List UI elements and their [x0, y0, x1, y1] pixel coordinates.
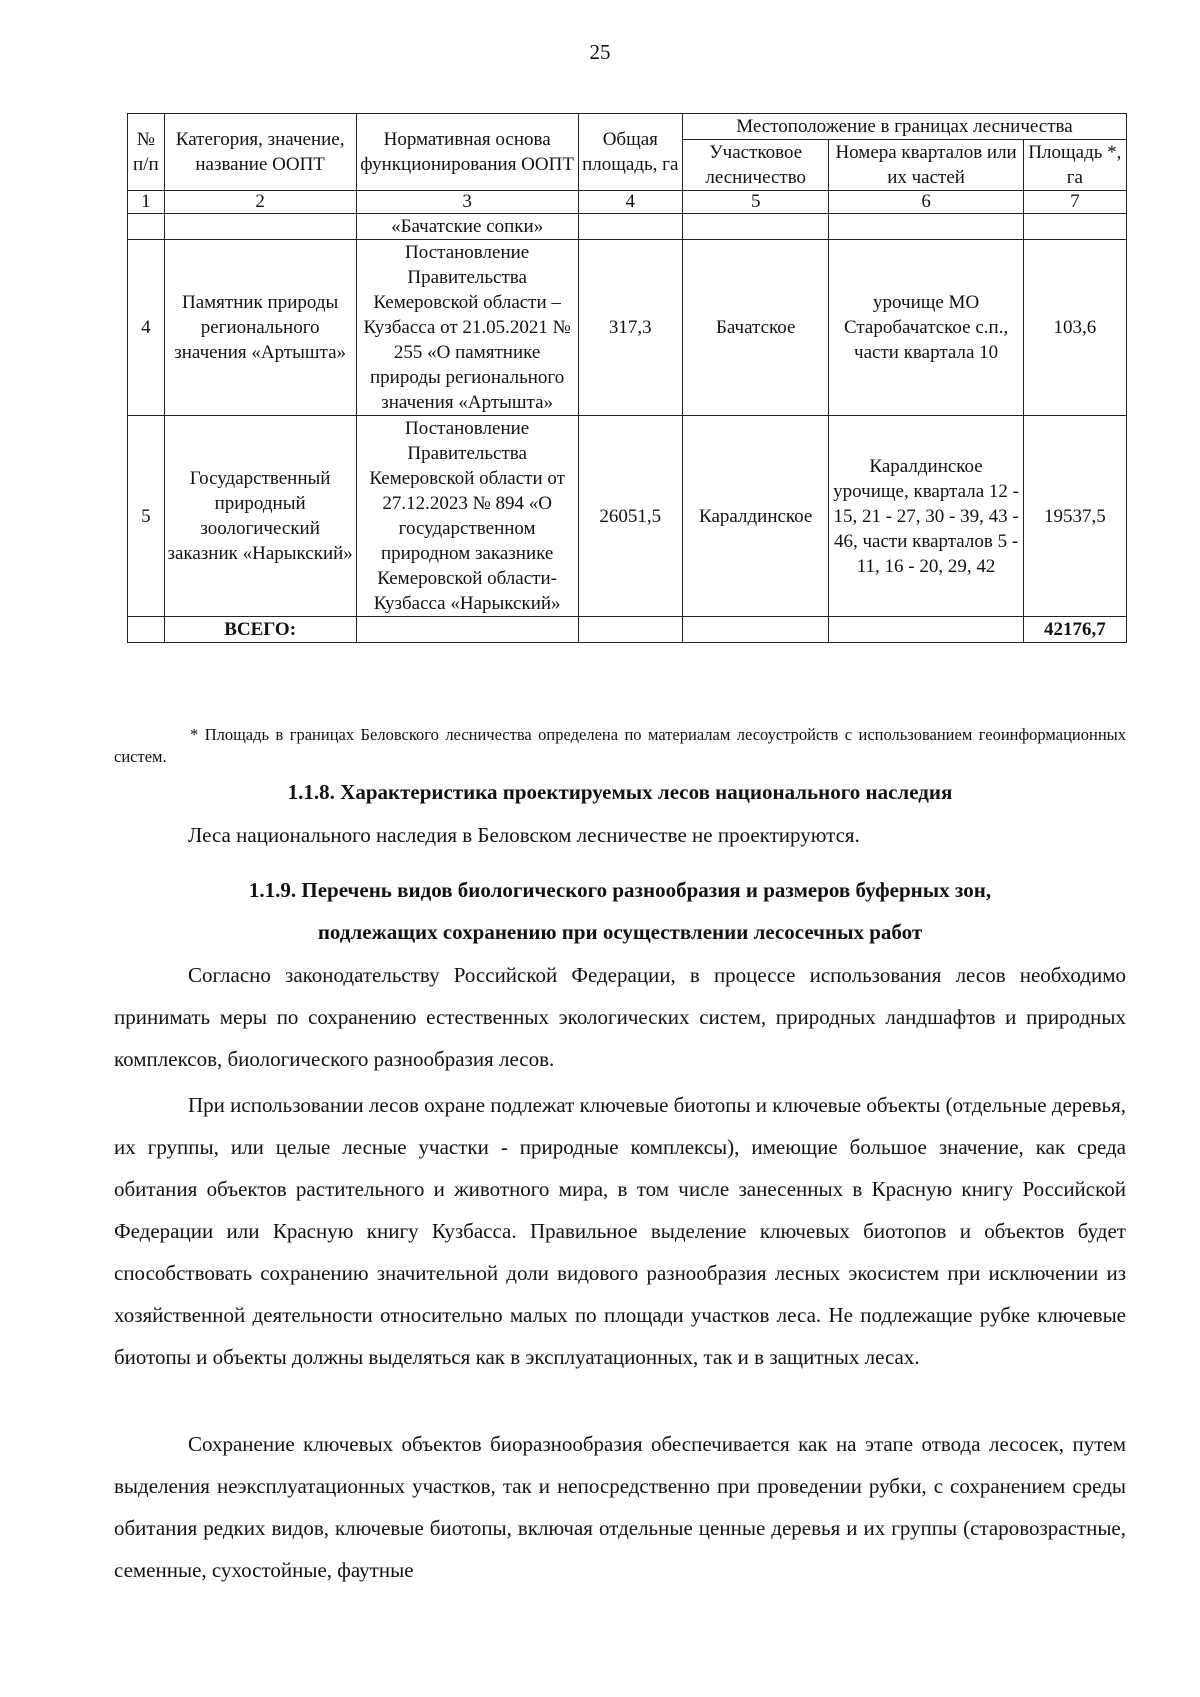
- col-number: 3: [356, 191, 578, 214]
- cell: [128, 214, 165, 240]
- section-heading-1-1-9-line2: подлежащих сохранению при осуществлении лесосечных работ: [317, 920, 923, 944]
- header-area: Общая площадь, га: [578, 114, 682, 191]
- cell: [682, 617, 829, 643]
- cell: [682, 214, 829, 240]
- row-basis: Постановление Правительства Кемеровской области от 27.12.2023 № 894 «О государственном природном заказнике Кемеровской области-Кузбасса «Нарыкский»: [356, 416, 578, 617]
- row-district: Каралдинское: [682, 416, 829, 617]
- total-row: [128, 617, 1127, 643]
- total-value: 42176,7: [1023, 617, 1126, 643]
- row-area: 317,3: [578, 240, 682, 416]
- header-quarters: Номера кварталов или их частей: [829, 140, 1023, 191]
- row-loc-area: 103,6: [1023, 240, 1126, 416]
- cell: [829, 214, 1023, 240]
- oopt-table: [127, 113, 1127, 643]
- row-district: Бачатское: [682, 240, 829, 416]
- row-num: 4: [128, 240, 165, 416]
- cell: [128, 617, 165, 643]
- page-number: 25: [589, 40, 611, 64]
- header-location: Местоположение в границах лесничества: [682, 114, 1126, 140]
- cell: [578, 214, 682, 240]
- total-label: ВСЕГО:: [164, 617, 356, 643]
- col-number: 5: [682, 191, 829, 214]
- row-quarters: Каралдинское урочище, квартала 12 - 15, 21 - 27, 30 - 39, 43 - 46, части кварталов 5 - 11, 16 - 20, 29, 42: [829, 416, 1023, 617]
- header-category: Категория, значение, название ООПТ: [164, 114, 356, 191]
- header-row: [128, 114, 1127, 140]
- header-num: № п/п: [128, 114, 165, 191]
- cell: [578, 617, 682, 643]
- cell: [829, 617, 1023, 643]
- continuation-row: [128, 214, 1127, 240]
- col-number: 7: [1023, 191, 1126, 214]
- paragraph: Сохранение ключевых объектов биоразнообразия обеспечивается как на этапе отвода лесосек, путем выделения неэксплуатационных участков, так и непосредственно при проведении рубки, с сохранением среды обитания редких видов, ключевые биотопы, включая отдельные ценные деревья и их группы (старовозрастные, семенные, сухостойные, фаутные: [114, 1432, 1126, 1582]
- header-loc-area: Площадь *, га: [1023, 140, 1126, 191]
- header-basis: Нормативная основа функционирования ООПТ: [356, 114, 578, 191]
- col-number: 4: [578, 191, 682, 214]
- row-loc-area: 19537,5: [1023, 416, 1126, 617]
- cell: [1023, 214, 1126, 240]
- col-number: 6: [829, 191, 1023, 214]
- row-category: Государственный природный зоологический заказник «Нарыкский»: [164, 416, 356, 617]
- continuation-text: «Бачатские сопки»: [356, 214, 578, 240]
- table-row: [128, 240, 1127, 416]
- col-number: 2: [164, 191, 356, 214]
- row-quarters: урочище МО Старобачатское с.п., части квартала 10: [829, 240, 1023, 416]
- header-district: Участковое лесничество: [682, 140, 829, 191]
- paragraph: При использовании лесов охране подлежат ключевые биотопы и ключевые объекты (отдельные деревья, их группы, или целые лесные участки - природные комплексы), имеющие большое значение, как среда обитания объектов растительного и животного мира, в том числе занесенных в Красную книгу Российской Федерации или Красную книгу Кузбасса. Правильное выделение ключевых биотопов и объектов будет способствовать сохранению значительной доли видового разнообразия лесных экосистем при исключении из хозяйственной деятельности относительно малых по площади участков леса. Не подлежащие рубке ключевые биотопы и объекты должны выделяться как в эксплуатационных, так и в защитных лесах.: [114, 1093, 1126, 1369]
- column-number-row: [128, 191, 1127, 214]
- section-heading-1-1-8: 1.1.8. Характеристика проектируемых лесов национального наследия: [287, 780, 953, 804]
- table-footnote: * Площадь в границах Беловского лесничества определена по материалам лесоустройств с использованием геоинформационных систем.: [114, 725, 1126, 766]
- table-row: [128, 416, 1127, 617]
- cell: [356, 617, 578, 643]
- row-basis: Постановление Правительства Кемеровской области – Кузбасса от 21.05.2021 № 255 «О памятнике природы регионального значения «Артышта»: [356, 240, 578, 416]
- row-area: 26051,5: [578, 416, 682, 617]
- col-number: 1: [128, 191, 165, 214]
- section-heading-1-1-9-line1: 1.1.9. Перечень видов биологического разнообразия и размеров буферных зон,: [248, 878, 992, 902]
- section-text-1-1-8: Леса национального наследия в Беловском лесничестве не проектируются.: [188, 823, 860, 847]
- row-num: 5: [128, 416, 165, 617]
- paragraph: Согласно законодательству Российской Федерации, в процессе использования лесов необходимо принимать меры по сохранению естественных экологических систем, природных ландшафтов и природных комплексов, биологического разнообразия лесов.: [114, 963, 1126, 1071]
- row-category: Памятник природы регионального значения «Артышта»: [164, 240, 356, 416]
- cell: [164, 214, 356, 240]
